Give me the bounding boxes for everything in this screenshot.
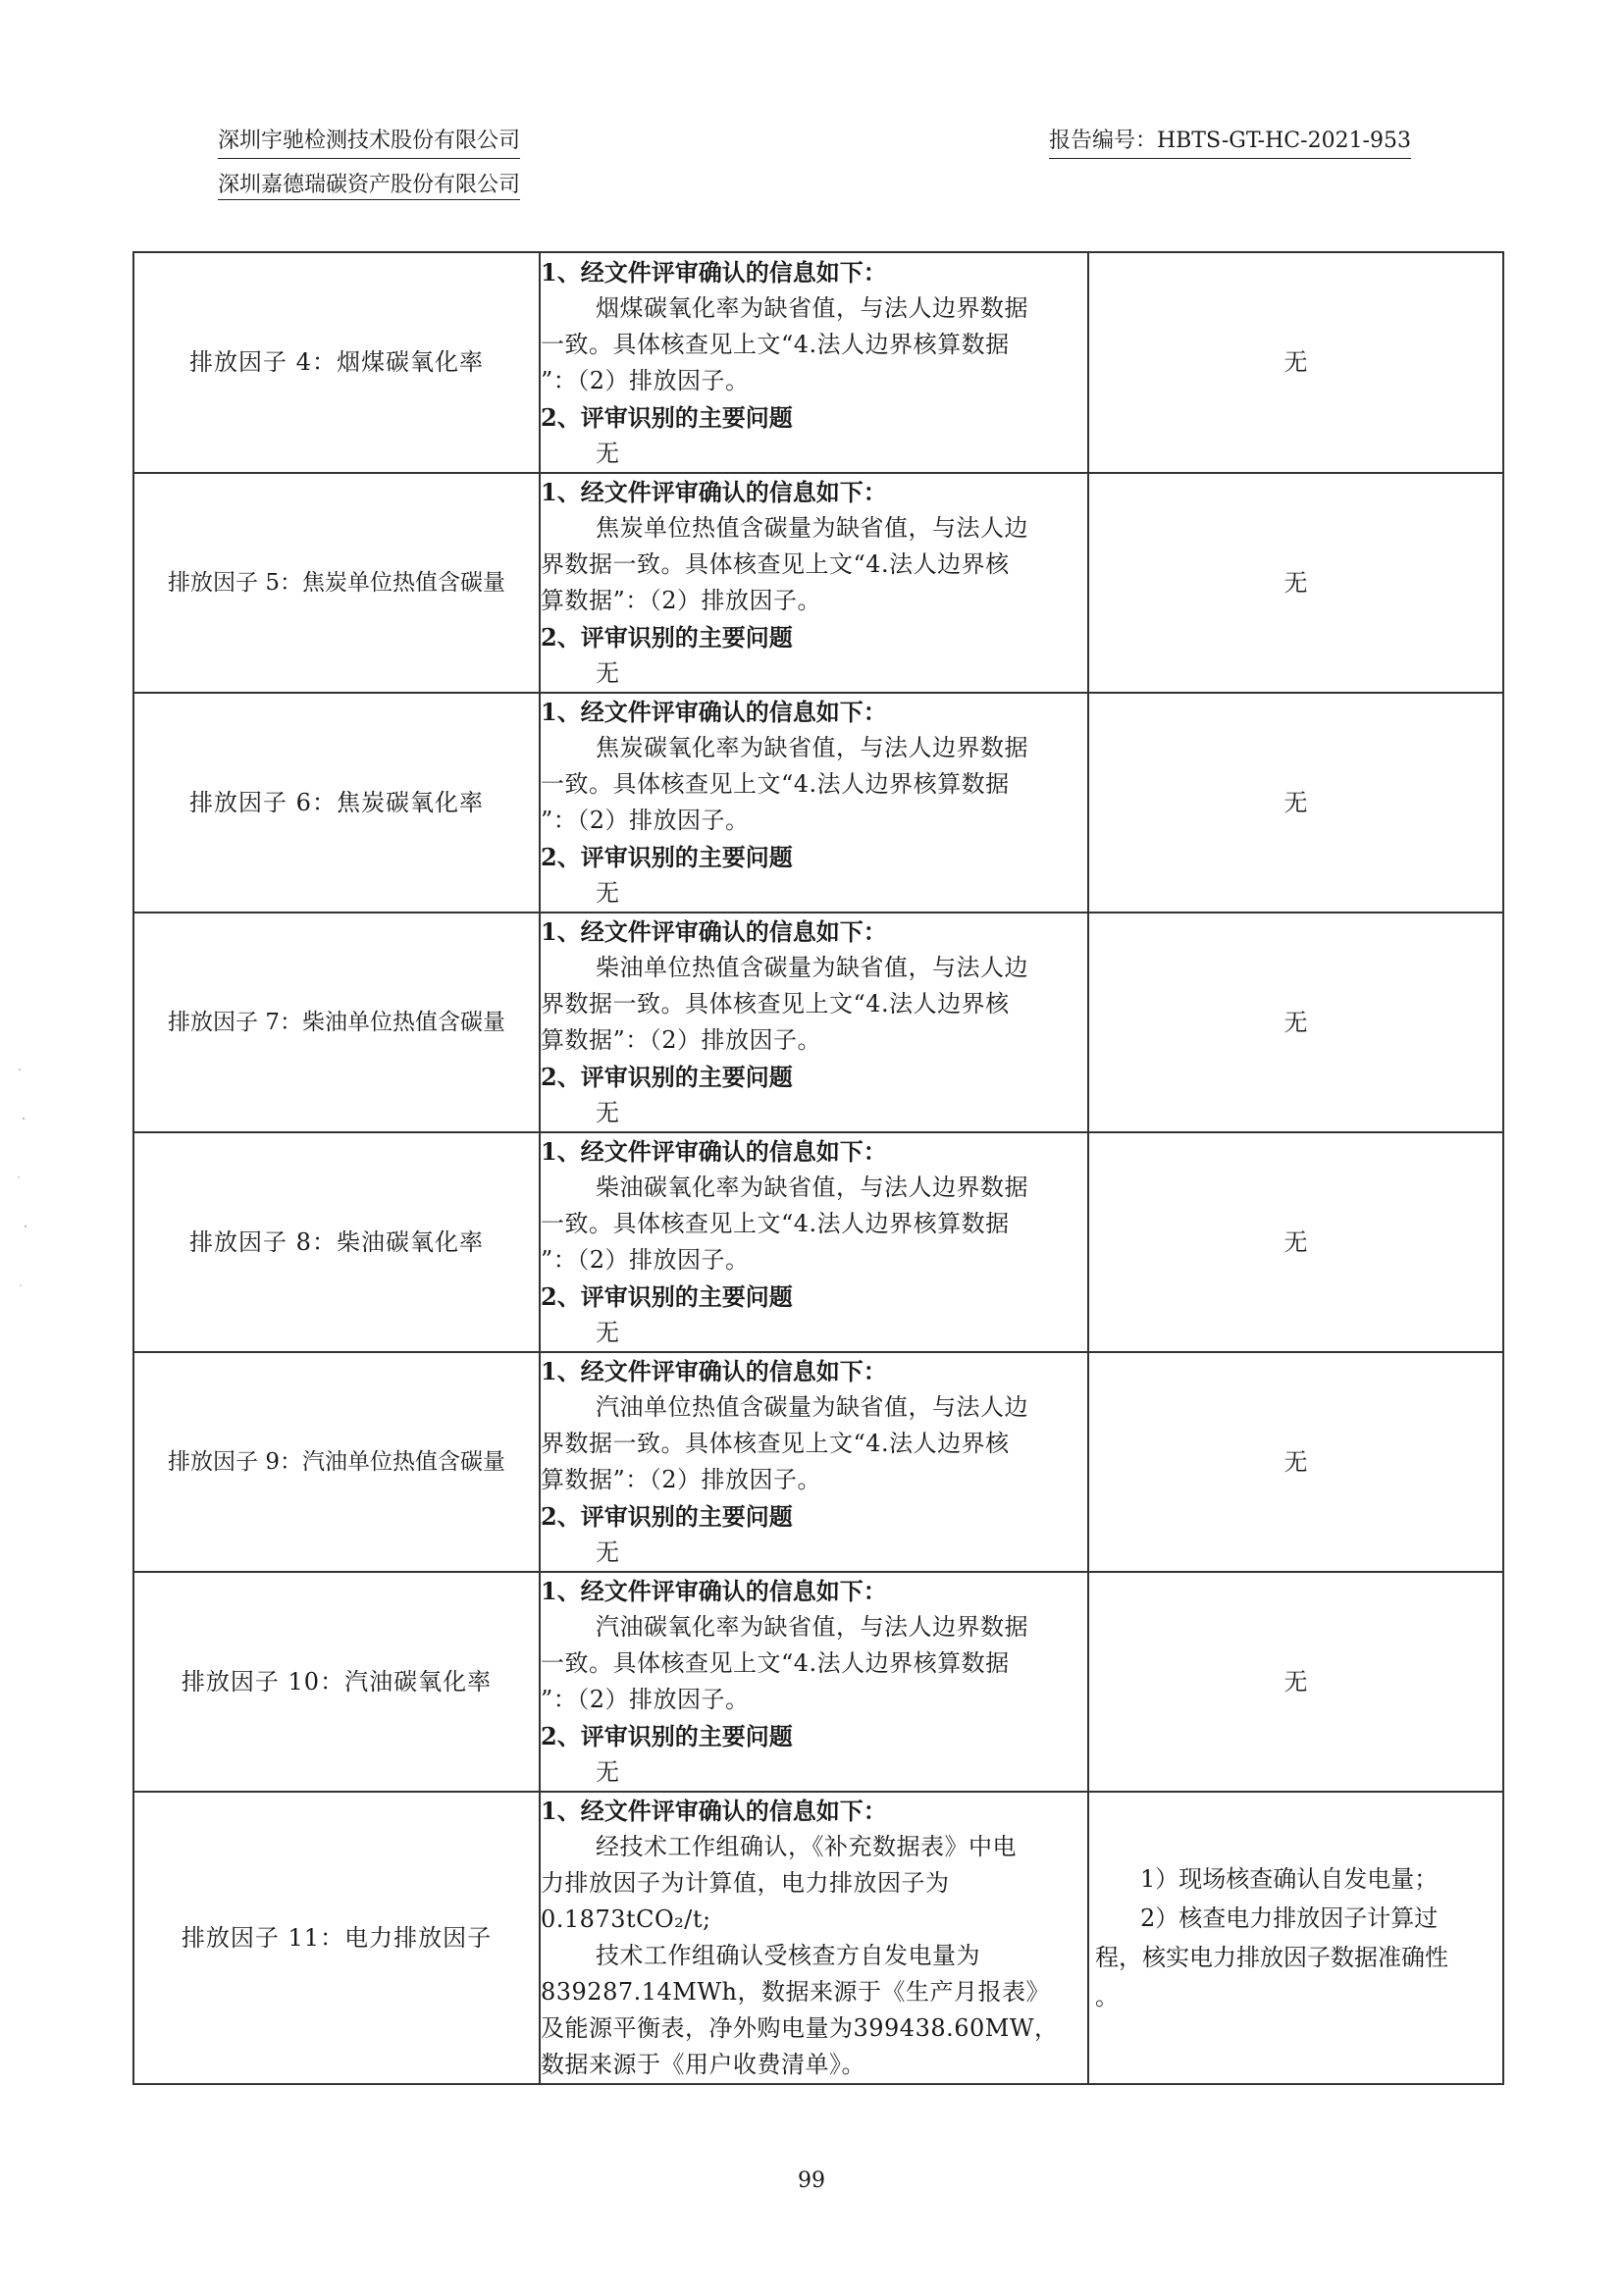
result-cell: 无 bbox=[1088, 1572, 1503, 1792]
section-heading: 2、评审识别的主要问题 bbox=[541, 402, 793, 432]
detail-line: 汽油碳氧化率为缺省值，与法人边界数据 bbox=[596, 1613, 1028, 1641]
section-heading: 1、经文件评审确认的信息如下： bbox=[541, 257, 887, 287]
section-heading: 2、评审识别的主要问题 bbox=[541, 1722, 793, 1750]
detail-line: 0.1873tCO₂/t; bbox=[541, 1905, 711, 1933]
detail-line: ”：（2）排放因子。 bbox=[541, 1246, 750, 1274]
page-header-line-2 bbox=[218, 171, 520, 200]
section-heading: 1、经文件评审确认的信息如下： bbox=[541, 1357, 887, 1385]
detail-line: 算数据”：（2）排放因子。 bbox=[541, 1466, 822, 1493]
detail-line: 柴油碳氧化率为缺省值，与法人边界数据 bbox=[596, 1174, 1028, 1201]
detail-cell bbox=[540, 252, 1088, 473]
detail-line: 烟煤碳氧化率为缺省值，与法人边界数据 bbox=[596, 293, 1028, 322]
detail-line: 一致。具体核查见上文“4.法人边界核算数据 bbox=[541, 1649, 1010, 1677]
detail-cell bbox=[540, 913, 1088, 1132]
issue-text: 无 bbox=[596, 879, 619, 907]
detail-line: ”：（2）排放因子。 bbox=[541, 366, 750, 394]
detail-line: 839287.14MWh，数据来源于《生产月报表》 bbox=[541, 1978, 1050, 2006]
factor-cell: 排放因子 9：汽油单位热值含碳量 bbox=[133, 1352, 540, 1572]
factor-cell: 排放因子 11：电力排放因子 bbox=[133, 1792, 540, 2084]
table-row bbox=[133, 913, 1503, 1132]
result-cell: 无 bbox=[1088, 693, 1503, 913]
section-heading: 1、经文件评审确认的信息如下： bbox=[541, 1577, 887, 1605]
section-heading: 2、评审识别的主要问题 bbox=[541, 623, 793, 652]
detail-cell bbox=[540, 473, 1088, 693]
table-row bbox=[133, 252, 1503, 473]
page-number: 99 bbox=[798, 2168, 825, 2193]
detail-line: 一致。具体核查见上文“4.法人边界核算数据 bbox=[541, 330, 1010, 358]
factor-cell: 排放因子 10：汽油碳氧化率 bbox=[133, 1572, 540, 1792]
detail-line: 经技术工作组确认，《补充数据表》中电 bbox=[596, 1833, 1017, 1860]
table-row bbox=[133, 1792, 1503, 2084]
section-heading: 1、经文件评审确认的信息如下： bbox=[541, 478, 887, 506]
detail-cell bbox=[540, 1352, 1088, 1572]
detail-line: 算数据”：（2）排放因子。 bbox=[541, 1026, 822, 1054]
detail-line: 算数据”：（2）排放因子。 bbox=[541, 587, 822, 614]
factor-cell: 排放因子 5：焦炭单位热值含碳量 bbox=[133, 473, 540, 693]
detail-cell bbox=[540, 693, 1088, 913]
detail-cell bbox=[540, 1132, 1088, 1352]
table-row bbox=[133, 1572, 1503, 1792]
section-heading: 2、评审识别的主要问题 bbox=[541, 843, 793, 871]
result-cell: 无 bbox=[1088, 252, 1503, 473]
review-table-body bbox=[133, 252, 1503, 2084]
detail-cell bbox=[540, 1792, 1088, 2084]
section-heading: 1、经文件评审确认的信息如下： bbox=[541, 917, 887, 946]
detail-line: 汽油单位热值含碳量为缺省值，与法人边 bbox=[596, 1393, 1028, 1421]
result-cell: 无 bbox=[1088, 913, 1503, 1132]
issue-text: 无 bbox=[596, 1099, 619, 1126]
detail-cell bbox=[540, 1572, 1088, 1792]
table-row bbox=[133, 693, 1503, 913]
detail-line: 一致。具体核查见上文“4.法人边界核算数据 bbox=[541, 770, 1010, 798]
detail-line: 界数据一致。具体核查见上文“4.法人边界核 bbox=[541, 1430, 1010, 1457]
factor-cell: 排放因子 7：柴油单位热值含碳量 bbox=[133, 913, 540, 1132]
detail-line: ”：（2）排放因子。 bbox=[541, 1686, 750, 1713]
result-cell: 无 bbox=[1088, 1132, 1503, 1352]
result-line: 。 bbox=[1095, 1983, 1119, 2010]
detail-line: 数据来源于《用户收费清单》。 bbox=[541, 2051, 865, 2078]
result-line: 程，核实电力排放因子数据准确性 bbox=[1095, 1944, 1448, 1971]
factor-cell: 排放因子 6：焦炭碳氧化率 bbox=[133, 693, 540, 913]
table-row bbox=[133, 1132, 1503, 1352]
detail-line: 及能源平衡表，净外购电量为399438.60MW， bbox=[541, 2014, 1059, 2042]
result-cell: 无 bbox=[1088, 1352, 1503, 1572]
result-cell: 无 bbox=[1088, 473, 1503, 693]
result-line: 1）现场核查确认自发电量； bbox=[1140, 1865, 1439, 1893]
detail-line: ”：（2）排放因子。 bbox=[541, 807, 750, 834]
factor-cell: 排放因子 8：柴油碳氧化率 bbox=[133, 1132, 540, 1352]
detail-line: 界数据一致。具体核查见上文“4.法人边界核 bbox=[541, 550, 1010, 578]
table-row bbox=[133, 473, 1503, 693]
section-heading: 2、评审识别的主要问题 bbox=[541, 1063, 793, 1091]
review-table bbox=[132, 251, 1504, 2085]
report-number: 报告编号：HBTS-GT-HC-2021-953 bbox=[1049, 127, 1411, 159]
issue-text: 无 bbox=[596, 1539, 619, 1566]
section-heading: 1、经文件评审确认的信息如下： bbox=[541, 1797, 887, 1825]
company-name-2: 深圳嘉德瑞碳资产股份有限公司 bbox=[218, 173, 520, 200]
detail-line: 技术工作组确认受核查方自发电量为 bbox=[596, 1942, 980, 1969]
issue-text: 无 bbox=[596, 659, 619, 687]
company-name-1: 深圳宇驰检测技术股份有限公司 bbox=[218, 127, 520, 159]
issue-text: 无 bbox=[596, 1319, 619, 1346]
detail-line: 焦炭单位热值含碳量为缺省值，与法人边 bbox=[596, 514, 1028, 542]
result-cell bbox=[1088, 1792, 1503, 2084]
detail-line: 焦炭碳氧化率为缺省值，与法人边界数据 bbox=[596, 734, 1028, 761]
factor-cell: 排放因子 4：烟煤碳氧化率 bbox=[133, 252, 540, 473]
page-header bbox=[218, 127, 1411, 159]
scan-specks bbox=[14, 1060, 33, 1315]
result-line: 2）核查电力排放因子计算过 bbox=[1140, 1905, 1439, 1932]
detail-line: 界数据一致。具体核查见上文“4.法人边界核 bbox=[541, 990, 1010, 1018]
section-heading: 1、经文件评审确认的信息如下： bbox=[541, 698, 887, 726]
detail-line: 力排放因子为计算值，电力排放因子为 bbox=[541, 1869, 950, 1897]
issue-text: 无 bbox=[596, 1758, 619, 1786]
detail-line: 柴油单位热值含碳量为缺省值，与法人边 bbox=[596, 954, 1028, 981]
section-heading: 2、评审识别的主要问题 bbox=[541, 1282, 793, 1311]
section-heading: 1、经文件评审确认的信息如下： bbox=[541, 1137, 887, 1166]
table-row bbox=[133, 1352, 1503, 1572]
detail-line: 一致。具体核查见上文“4.法人边界核算数据 bbox=[541, 1210, 1010, 1237]
section-heading: 2、评审识别的主要问题 bbox=[541, 1502, 793, 1531]
issue-text: 无 bbox=[596, 439, 619, 467]
